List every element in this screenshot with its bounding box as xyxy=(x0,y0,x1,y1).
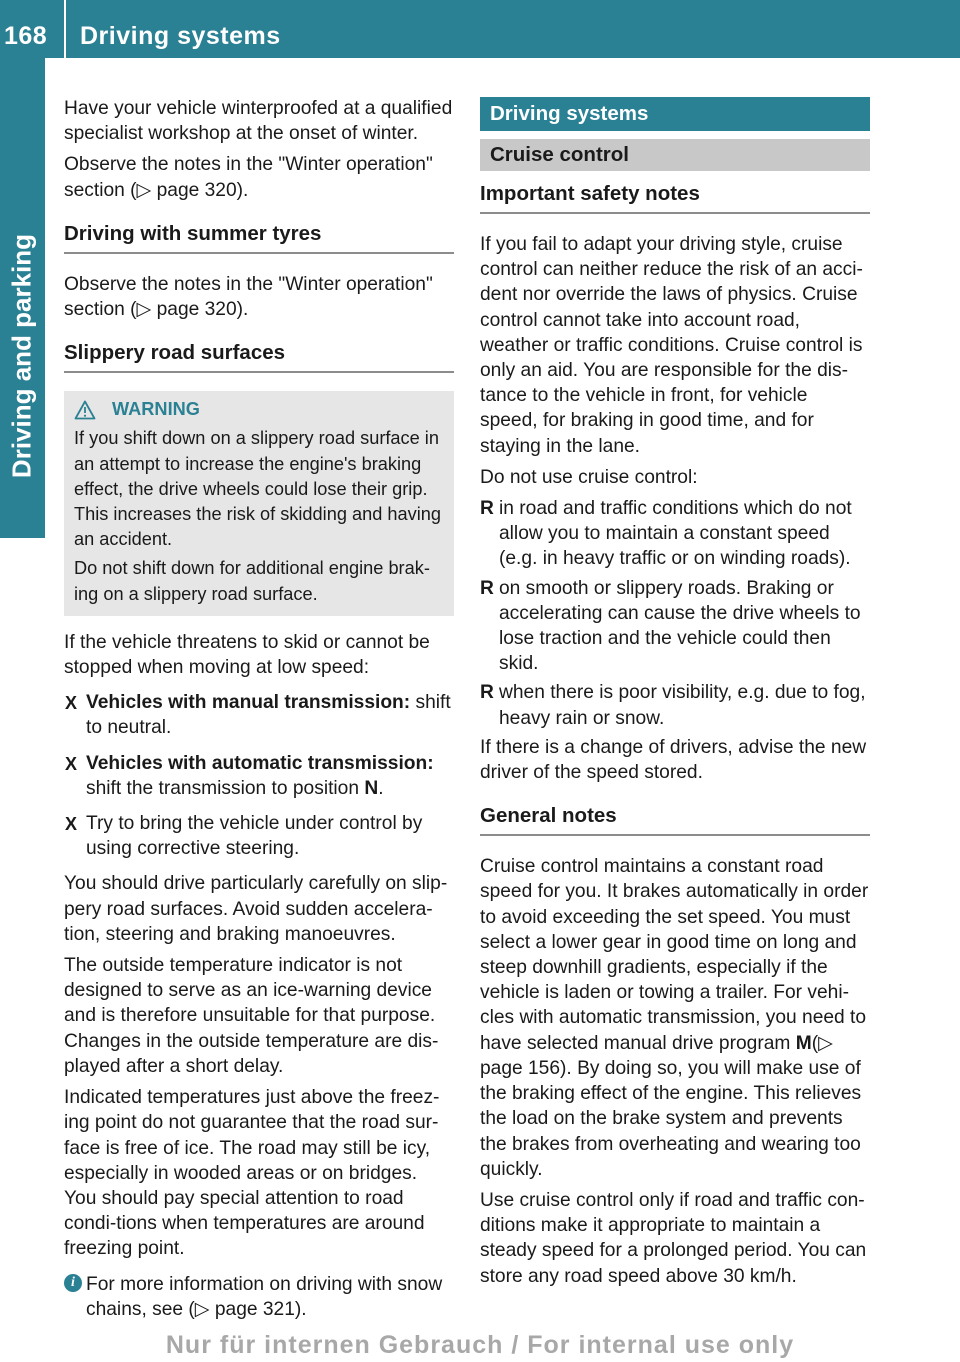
paragraph: Observe the notes in the "Winter operation" section (▷ page 320). xyxy=(64,154,433,201)
warning-box xyxy=(64,391,454,616)
bullet-icon: R xyxy=(480,498,494,520)
section-heading: Important safety notes xyxy=(480,175,870,214)
page-header xyxy=(0,0,960,58)
list-item xyxy=(480,680,870,730)
warning-triangle-icon xyxy=(74,400,96,420)
left-column xyxy=(64,96,454,1322)
paragraph xyxy=(480,854,870,1182)
header-divider xyxy=(64,0,66,58)
step-text-end: . xyxy=(378,777,384,799)
info-note xyxy=(64,1272,454,1322)
side-tab-label: Driving and parking xyxy=(6,233,37,479)
paragraph: If the vehicle threatens to skid or cannot be stopped when moving at low speed: xyxy=(64,631,430,679)
paragraph-text: (▷ page 156). By doing so, you will make use of the braking effect of the engine. This relieves the load on the brake system and prevents the brakes from overheating and wearing too quickly. xyxy=(480,1032,862,1180)
list-item xyxy=(480,576,870,677)
warning-text: Do not shift down for additional engine brak-ing on a slippery road surface. xyxy=(74,558,430,604)
step-text: shift to neutral. xyxy=(86,692,451,739)
bullet-icon: R xyxy=(480,682,494,704)
drive-program: M xyxy=(795,1032,812,1054)
info-icon: i xyxy=(64,1274,82,1292)
step-text: shift the transmission to position xyxy=(86,777,365,799)
footer-watermark: Nur für internen Gebrauch / For internal use only xyxy=(165,1331,795,1359)
page-number: 168 xyxy=(4,22,48,50)
header-title: Driving systems xyxy=(80,22,281,50)
step-marker-icon: X xyxy=(65,693,78,714)
paragraph: If there is a change of drivers, advise the new driver of the speed stored. xyxy=(480,736,867,784)
bullet-icon: R xyxy=(480,577,494,599)
list-item xyxy=(480,496,870,572)
paragraph: The outside temperature indicator is not designed to serve as an ice-warning device and is therefore unsuitable for that purpose. Changes in the outside temperature are dis-played after a short delay. xyxy=(64,955,439,1077)
section-heading: Driving with summer tyres xyxy=(64,211,454,254)
step-marker-icon: X xyxy=(65,814,78,835)
section-heading: General notes xyxy=(480,793,870,836)
step-marker-icon: X xyxy=(65,753,78,774)
section-heading: Slippery road surfaces xyxy=(64,330,454,373)
list-item-text: when there is poor visibility, e.g. due to fog, heavy rain or snow. xyxy=(499,682,866,729)
paragraph: Use cruise control only if road and traffic con-ditions make it appropriate to maintain a steady speed for a prolonged period. You can store any road speed above 30 km/h. xyxy=(480,1189,867,1287)
list-item-text: on smooth or slippery roads. Braking or accelerating can cause the drive wheels to lose traction and the vehicle could then skid. xyxy=(499,577,861,675)
side-tab xyxy=(0,58,45,538)
warning-text: If you shift down on a slippery road surface in an attempt to increase the engine's braking effect, the drive wheels could lose their grip. This increases the risk of skidding and having an accident. xyxy=(74,428,441,550)
right-column xyxy=(480,97,870,1295)
list-item-text: in road and traffic conditions which do not allow you to maintain a constant speed (e.g. in heavy traffic or on winding roads). xyxy=(499,498,852,570)
info-text: For more information on driving with snow chains, see (▷ page 321). xyxy=(86,1273,443,1320)
step-item xyxy=(64,690,454,740)
step-item xyxy=(64,811,454,861)
paragraph: Do not use cruise control: xyxy=(480,466,698,488)
paragraph: Observe the notes in the "Winter operation" section (▷ page 320). xyxy=(64,273,433,321)
chapter-bar: Driving systems xyxy=(480,97,870,131)
gear-position: N xyxy=(364,777,379,799)
paragraph: Have your vehicle winterproofed at a qualified specialist workshop at the onset of winter. xyxy=(64,98,453,145)
warning-title: WARNING xyxy=(112,399,200,420)
paragraph-text: Cruise control maintains a constant road speed for you. It brakes automatically in order to avoid exceeding the set speed. You must select a lower gear in good time on long and steep downhill gradients, especially if the vehicle is laden or towing a trailer. For vehi-cles with automatic transmission, you need to have selected manual drive program xyxy=(480,856,869,1054)
paragraph: If you fail to adapt your driving style, cruise control can neither reduce the risk of an acci-dent nor override the laws of physics. Cruise control cannot take into account road, weather or traffic conditions. Cruise control is only an aid. You are responsible for the dis-tance to the vehicle in front, for vehicle speed, for braking in good time, and for staying in the lane. xyxy=(480,234,863,457)
step-item xyxy=(64,751,454,801)
step-bold: Vehicles with manual transmission: xyxy=(86,692,411,714)
subchapter-bar: Cruise control xyxy=(480,139,870,171)
paragraph: You should drive particularly carefully on slip-pery road surfaces. Avoid sudden accelera-tion, steering and braking manoeuvres. xyxy=(64,873,448,945)
step-bold: Vehicles with automatic transmission: xyxy=(86,752,434,774)
warning-heading xyxy=(74,397,445,422)
step-text: Try to bring the vehicle under control by using corrective steering. xyxy=(86,813,423,860)
paragraph: Indicated temperatures just above the freez-ing point do not guarantee that the road sur-face is free of ice. The road may still be icy, especially in wooded areas or on bridges. You should pay special attention to road condi-tions when temperatures are around freezing point. xyxy=(64,1087,440,1260)
